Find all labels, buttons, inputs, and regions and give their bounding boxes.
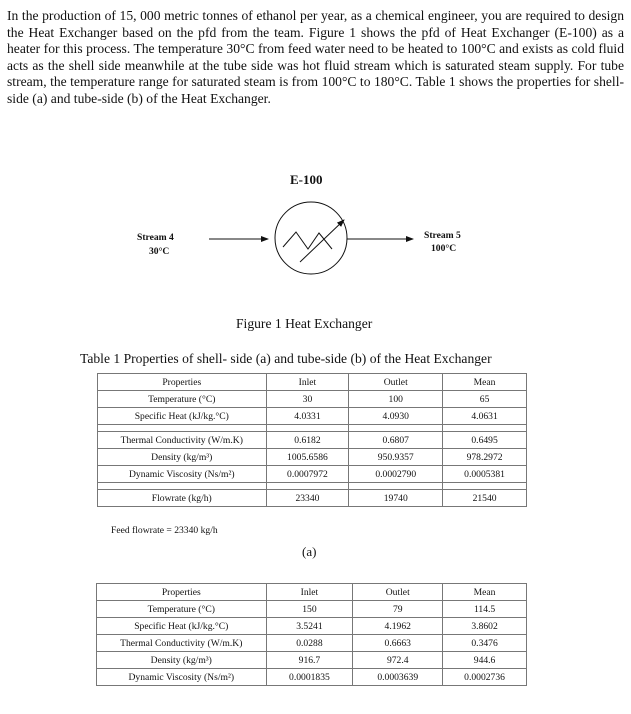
property-cell: Density (kg/m³) — [98, 449, 267, 466]
value-cell: 978.2972 — [443, 449, 527, 466]
table-header-row — [98, 374, 527, 391]
value-cell: 0.0005381 — [443, 466, 527, 483]
value-cell: 916.7 — [266, 652, 353, 669]
value-cell: 114.5 — [443, 601, 527, 618]
property-cell: Properties — [98, 374, 267, 391]
feed-flowrate-note: Feed flowrate = 23340 kg/h — [111, 525, 218, 536]
value-cell: Mean — [443, 374, 527, 391]
shell-side-table — [97, 373, 527, 507]
value-cell: 79 — [353, 601, 443, 618]
heat-exchanger-symbol — [0, 0, 631, 300]
value-cell: Mean — [443, 584, 527, 601]
table-header-row — [97, 584, 527, 601]
value-cell: Outlet — [353, 584, 443, 601]
property-cell: Density (kg/m³) — [97, 652, 267, 669]
value-cell: 19740 — [349, 490, 443, 507]
value-cell: 972.4 — [353, 652, 443, 669]
value-cell: Outlet — [349, 374, 443, 391]
tube-side-table — [96, 583, 527, 686]
table-row — [98, 466, 527, 483]
property-cell: Dynamic Viscosity (Ns/m²) — [98, 466, 267, 483]
table-caption: Table 1 Properties of shell- side (a) and tube-side (b) of the Heat Exchanger — [80, 351, 492, 366]
value-cell: 65 — [443, 391, 527, 408]
value-cell: 0.6495 — [443, 432, 527, 449]
value-cell: 23340 — [266, 490, 349, 507]
stream-in-name: Stream 4 — [137, 232, 174, 243]
table-row — [97, 618, 527, 635]
figure-caption: Figure 1 Heat Exchanger — [236, 316, 373, 331]
value-cell: 944.6 — [443, 652, 527, 669]
value-cell: 4.0331 — [266, 408, 349, 425]
value-cell: 1005.6586 — [266, 449, 349, 466]
value-cell: Inlet — [266, 584, 353, 601]
value-cell: 0.0288 — [266, 635, 353, 652]
value-cell: 0.0003639 — [353, 669, 443, 686]
property-cell: Temperature (°C) — [97, 601, 267, 618]
property-cell: Thermal Conductivity (W/m.K) — [97, 635, 267, 652]
row-gap — [98, 483, 527, 490]
stream-in-temp: 30°C — [149, 246, 170, 257]
exchanger-circle — [275, 202, 347, 274]
row-gap — [98, 425, 527, 432]
value-cell: 3.8602 — [443, 618, 527, 635]
value-cell: 0.6182 — [266, 432, 349, 449]
stream-out-temp: 100°C — [431, 243, 457, 254]
stream-out-name: Stream 5 — [424, 230, 461, 241]
value-cell: 0.6807 — [349, 432, 443, 449]
property-cell: Dynamic Viscosity (Ns/m²) — [97, 669, 267, 686]
property-cell: Specific Heat (kJ/kg.°C) — [98, 408, 267, 425]
value-cell: 0.0001835 — [266, 669, 353, 686]
table-row — [97, 669, 527, 686]
value-cell: 0.3476 — [443, 635, 527, 652]
tube-inlet-line — [300, 220, 344, 262]
value-cell: 4.1962 — [353, 618, 443, 635]
value-cell: 100 — [349, 391, 443, 408]
value-cell: 30 — [266, 391, 349, 408]
value-cell: 21540 — [443, 490, 527, 507]
property-cell: Flowrate (kg/h) — [98, 490, 267, 507]
table-a-label: (a) — [302, 544, 317, 559]
table-row — [97, 652, 527, 669]
value-cell: 0.0007972 — [266, 466, 349, 483]
value-cell: 950.9357 — [349, 449, 443, 466]
exchanger-label: E-100 — [290, 172, 323, 187]
value-cell: Inlet — [266, 374, 349, 391]
table-row — [98, 408, 527, 425]
property-cell: Properties — [97, 584, 267, 601]
value-cell: 3.5241 — [266, 618, 353, 635]
property-cell: Specific Heat (kJ/kg.°C) — [97, 618, 267, 635]
value-cell: 0.0002790 — [349, 466, 443, 483]
problem-statement: In the production of 15, 000 metric tonnes of ethanol per year, as a chemical engineer, you are required to design the Heat Exchanger based on the pfd from the team. Figure 1 shows the pfd of Heat Exchanger (E-100) as a heater for this process. The temperature 30°C from feed water need to be heated to 100°C and exists as cold fluid acts as the shell side meanwhile at the tube side was hot fluid stream which is saturated steam supply. For tube stream, the temperature range for saturated steam is from 100°C to 180°C. Table 1 shows the properties for shell- side (a) and tube-side (b) of the Heat Exchanger. — [7, 8, 624, 106]
table-row — [98, 490, 527, 507]
value-cell: 4.0631 — [443, 408, 527, 425]
value-cell: 0.6663 — [353, 635, 443, 652]
table-row — [97, 635, 527, 652]
value-cell: 0.0002736 — [443, 669, 527, 686]
value-cell: 4.0930 — [349, 408, 443, 425]
property-cell: Temperature (°C) — [98, 391, 267, 408]
table-row — [98, 432, 527, 449]
table-row — [98, 391, 527, 408]
property-cell: Thermal Conductivity (W/m.K) — [98, 432, 267, 449]
table-row — [98, 449, 527, 466]
value-cell: 150 — [266, 601, 353, 618]
table-row — [97, 601, 527, 618]
tube-path — [283, 232, 332, 249]
